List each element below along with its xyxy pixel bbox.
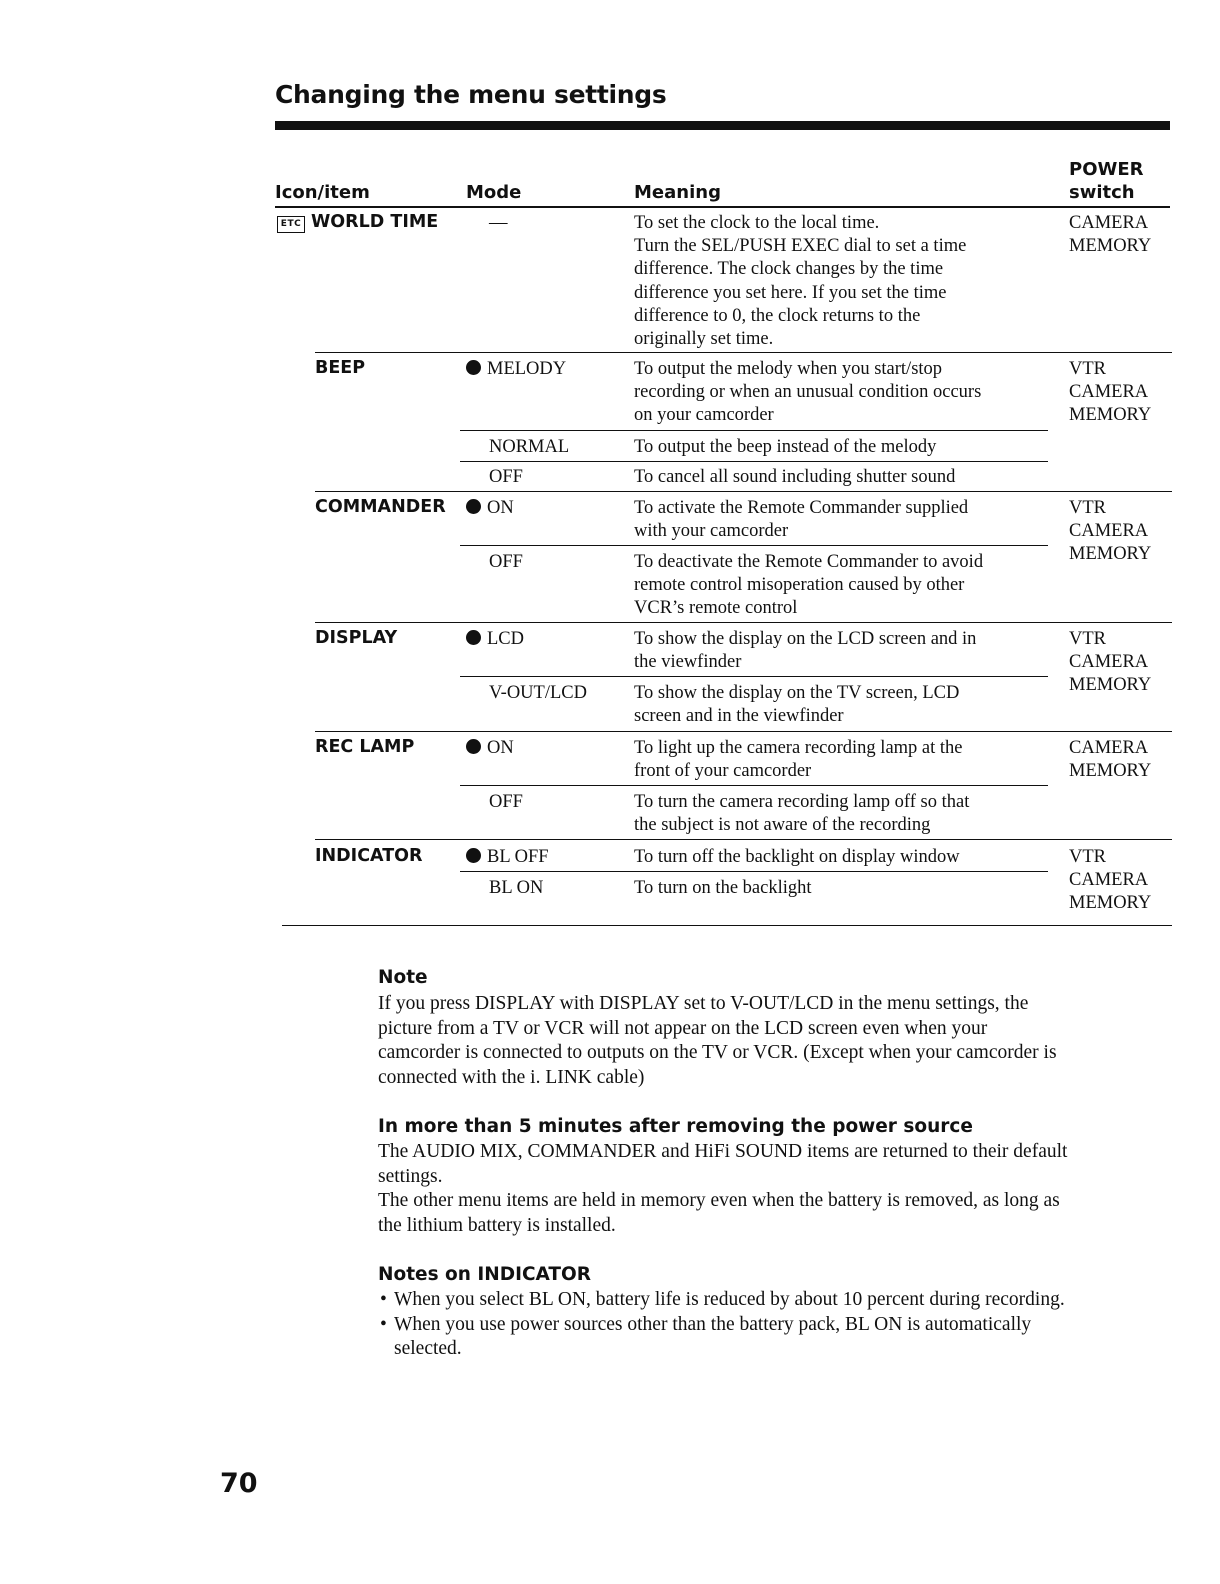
meaning-line: To activate the Remote Commander supplied [634,498,969,518]
page-number: 70 [220,1468,258,1499]
title-rule [275,121,1170,130]
indicator-notes-body [380,1288,1180,1362]
mode-text: V-OUT/LCD [489,683,587,703]
mode-cell [466,497,514,520]
table-item-text: REC LAMP [315,737,415,757]
indicator-note-item [380,1313,1180,1362]
meaning-line: remote control misoperation caused by other [634,575,965,596]
mode-rule [460,785,1048,786]
header-mode: Mode [466,182,522,203]
power-switch-value: CAMERA [1069,521,1149,542]
table-item-label [315,357,365,380]
power-switch-value: MEMORY [1069,405,1152,426]
row-rule [315,622,1172,623]
power-switch-value: CAMERA [1069,870,1149,891]
table-item-label [315,496,446,519]
header-power-line2: switch [1069,182,1135,203]
note-line: If you press DISPLAY with DISPLAY set to V-OUT/LCD in the menu settings, the [378,993,1029,1014]
mode-text: OFF [489,467,523,487]
power-switch-cell [1069,212,1151,258]
mode-cell [489,877,543,900]
power-switch-cell [1069,358,1151,428]
meaning-line: difference to 0, the clock returns to the [634,305,921,326]
meaning-line: To output the beep instead of the melody [634,437,937,457]
mode-cell [489,436,569,459]
power-switch-cell [1069,846,1151,916]
power-switch-value: MEMORY [1069,236,1152,257]
mode-text: OFF [489,552,523,572]
meaning-cell [634,737,963,783]
power-switch-cell [1069,628,1151,698]
mode-rule [460,871,1048,872]
meaning-cell [634,212,966,351]
note-heading: Note [378,967,428,988]
etc-icon: ETC [277,216,305,233]
note-line: camcorder is connected to outputs on the TV or VCR. (Except when your camcorder is [378,1042,1057,1063]
power-source-line: The AUDIO MIX, COMMANDER and HiFi SOUND items are returned to their default [378,1141,1068,1162]
mode-cell [489,212,508,235]
meaning-line: Turn the SEL/PUSH EXEC dial to set a time [634,236,967,257]
mode-text: NORMAL [489,437,570,457]
meaning-line: VCR’s remote control [634,598,798,619]
meaning-line: To light up the camera recording lamp at the [634,738,963,758]
note-line: connected with the i. LINK cable) [378,1066,645,1088]
meaning-cell [634,466,955,489]
default-bullet-icon [466,630,481,645]
header-meaning: Meaning [634,182,721,203]
note-line: picture from a TV or VCR will not appear on the LCD screen even when your [378,1017,988,1039]
meaning-cell [634,877,812,900]
meaning-line: To show the display on the TV screen, LCD [634,683,960,703]
power-switch-value: VTR [1069,359,1106,379]
row-rule [315,731,1172,732]
default-bullet-icon [466,360,481,375]
meaning-line: To turn on the backlight [634,878,812,898]
power-source-line: The other menu items are held in memory even when the battery is removed, as long as [378,1190,1060,1211]
note-body [378,992,1178,1090]
table-item-text: COMMANDER [315,497,446,517]
header-power-switch [1069,158,1144,204]
power-switch-value: MEMORY [1069,544,1152,565]
table-bottom-rule [282,925,1172,926]
indicator-notes-list [380,1288,1180,1362]
default-bullet-icon [466,739,481,754]
header-power-line1: POWER [1069,159,1144,180]
mode-cell [489,791,523,814]
mode-cell [489,466,523,489]
mode-cell [466,628,524,651]
table-item-text: INDICATOR [315,846,423,866]
default-bullet-icon [466,848,481,863]
table-item-label [315,627,397,650]
power-switch-value: VTR [1069,498,1106,518]
mode-cell [466,737,514,760]
mode-cell [489,682,587,705]
mode-cell [466,358,566,381]
power-switch-value: MEMORY [1069,893,1152,914]
meaning-cell [634,436,936,459]
meaning-line: the subject is not aware of the recording [634,815,931,836]
mode-text: MELODY [487,359,567,379]
mode-text: LCD [487,629,524,649]
indicator-note-line: • When you select BL ON, battery life is reduced by about 10 percent during recording. [394,1289,1065,1310]
indicator-note-item [380,1288,1180,1313]
meaning-line: difference you set here. If you set the time [634,282,947,303]
meaning-cell [634,791,969,837]
meaning-cell [634,846,960,869]
table-item-label [315,736,414,759]
meaning-line: screen and in the viewfinder [634,706,844,727]
header-rule [275,206,1170,208]
row-rule [315,352,1172,353]
mode-text: ON [487,738,514,758]
default-bullet-icon [466,499,481,514]
table-item-text: DISPLAY [315,628,398,648]
meaning-line: To set the clock to the local time. [634,213,880,233]
power-source-line: the lithium battery is installed. [378,1214,616,1236]
header-icon-item: Icon/item [275,182,370,203]
table-item-label [315,845,423,868]
table-item-text: BEEP [315,358,366,378]
row-rule [315,491,1172,492]
meaning-cell [634,628,976,674]
power-switch-cell [1069,497,1151,567]
power-source-line: settings. [378,1165,443,1187]
meaning-line: To turn the camera recording lamp off so that [634,792,970,812]
meaning-cell [634,358,981,428]
power-switch-value: MEMORY [1069,675,1152,696]
meaning-line: originally set time. [634,329,774,350]
power-switch-value: VTR [1069,629,1106,649]
row-rule [315,839,1172,840]
meaning-cell [634,551,983,621]
power-source-heading: In more than 5 minutes after removing the power source [378,1116,973,1137]
meaning-line: To deactivate the Remote Commander to avoid [634,552,984,572]
mode-text: — [489,213,508,233]
indicator-note-line: selected. [394,1338,462,1359]
page-title: Changing the menu settings [275,80,667,109]
power-switch-value: CAMERA [1069,382,1149,403]
mode-rule [460,676,1048,677]
indicator-note-line: • When you use power sources other than the battery pack, BL ON is automatically [394,1313,1032,1335]
meaning-line: To show the display on the LCD screen and in [634,629,977,649]
table-item-text: WORLD TIME [311,212,439,232]
meaning-cell [634,682,959,728]
meaning-line: recording or when an unusual condition occurs [634,382,982,403]
meaning-line: with your camcorder [634,521,789,542]
power-source-body [378,1140,1178,1238]
power-switch-value: MEMORY [1069,761,1152,782]
power-switch-cell [1069,737,1151,783]
mode-cell [466,846,549,869]
meaning-line: To turn off the backlight on display window [634,847,960,867]
mode-rule [460,430,1048,431]
meaning-line: front of your camcorder [634,761,812,782]
meaning-line: on your camcorder [634,405,774,426]
meaning-line: To output the melody when you start/stop [634,359,943,379]
meaning-cell [634,497,968,543]
power-switch-value: CAMERA [1069,213,1149,233]
mode-text: ON [487,498,514,518]
mode-text: BL ON [489,878,544,898]
meaning-line: To cancel all sound including shutter sound [634,467,956,487]
meaning-line: difference. The clock changes by the time [634,259,944,280]
power-switch-value: CAMERA [1069,652,1149,673]
mode-rule [460,461,1048,462]
power-switch-value: CAMERA [1069,738,1149,758]
mode-rule [460,545,1048,546]
mode-text: OFF [489,792,523,812]
table-item-label [277,211,438,234]
meaning-line: the viewfinder [634,652,742,673]
mode-cell [489,551,523,574]
indicator-notes-heading: Notes on INDICATOR [378,1264,592,1285]
power-switch-value: VTR [1069,847,1106,867]
mode-text: BL OFF [487,847,549,867]
